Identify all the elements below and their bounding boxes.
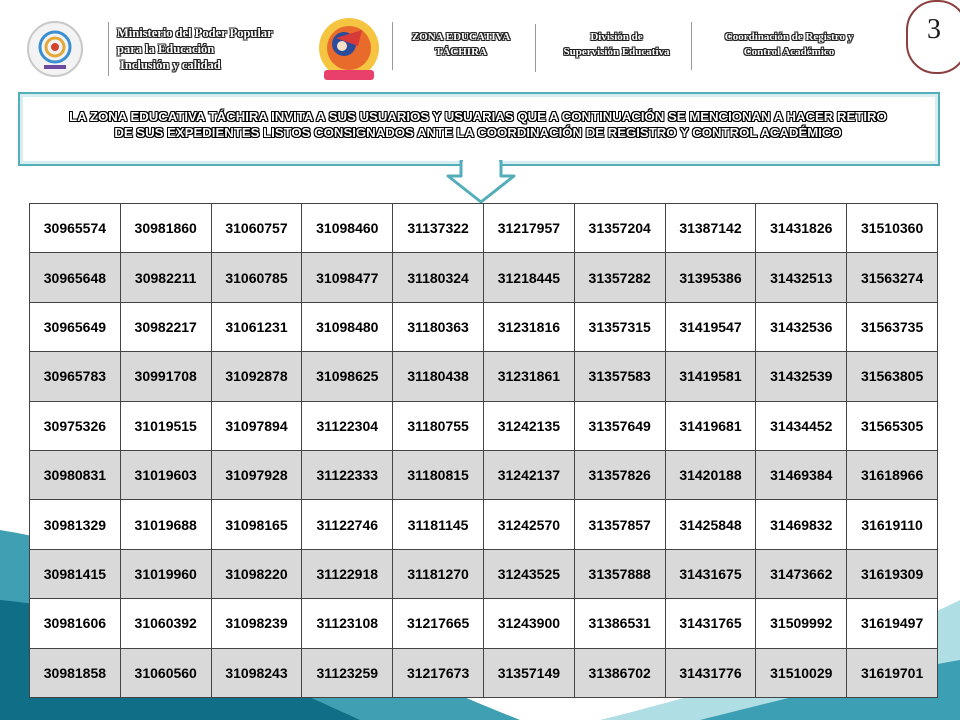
table-cell: 31420188 — [665, 450, 756, 499]
table-cell: 31565305 — [847, 401, 938, 450]
notice-line: LA ZONA EDUCATIVA TÁCHIRA INVITA A SUS USUARIOS Y USUARIAS QUE A CONTINUACIÓN SE MENCIONAN A HACER RETIRO — [69, 109, 887, 124]
id-table — [29, 203, 938, 698]
table-cell: 31061231 — [211, 302, 302, 351]
page-number: 3 — [927, 14, 941, 45]
coordinacion-title: Coordinación de Registro y Control Académico — [724, 31, 854, 58]
table-cell: 30981858 — [30, 648, 121, 697]
division-title: División de Supervisión Educativa — [563, 31, 670, 58]
table-cell: 31434452 — [756, 401, 847, 450]
table-cell: 31509992 — [756, 599, 847, 648]
page-header — [0, 0, 960, 90]
table-cell: 31060560 — [120, 648, 211, 697]
table-cell: 31242137 — [483, 450, 574, 499]
table-cell: 31419547 — [665, 302, 756, 351]
table-cell: 30980831 — [30, 450, 121, 499]
table-cell: 31243900 — [483, 599, 574, 648]
table-cell: 30965574 — [30, 204, 121, 253]
table-cell: 31431675 — [665, 549, 756, 598]
table-cell: 30991708 — [120, 352, 211, 401]
table-cell: 31122918 — [302, 549, 393, 598]
table-cell: 31181270 — [393, 549, 484, 598]
table-cell: 31019603 — [120, 450, 211, 499]
table-cell: 31060757 — [211, 204, 302, 253]
notice-line: DE SUS EXPEDIENTES LISTOS CONSIGNADOS ANTE LA COORDINACIÓN DE REGISTRO Y CONTROL ACADÉMICO — [114, 125, 842, 140]
table-cell: 31432536 — [756, 302, 847, 351]
table-cell: 31231816 — [483, 302, 574, 351]
table-cell: 30982217 — [120, 302, 211, 351]
ministry-title: Ministerio del Poder Popular para la Educación Inclusión y calidad — [117, 26, 273, 72]
table-cell: 31242570 — [483, 500, 574, 549]
table-cell: 31419681 — [665, 401, 756, 450]
table-cell: 31218445 — [483, 253, 574, 302]
table-cell: 31217665 — [393, 599, 484, 648]
table-cell: 31563274 — [847, 253, 938, 302]
table-cell: 30965649 — [30, 302, 121, 351]
table-cell: 30981415 — [30, 549, 121, 598]
table-cell: 31242135 — [483, 401, 574, 450]
table-cell: 31180438 — [393, 352, 484, 401]
table-cell: 31357583 — [574, 352, 665, 401]
table-cell: 31431826 — [756, 204, 847, 253]
table-cell: 31357888 — [574, 549, 665, 598]
table-cell: 31098165 — [211, 500, 302, 549]
table-cell: 31122333 — [302, 450, 393, 499]
table-cell: 31473662 — [756, 549, 847, 598]
table-cell: 31122304 — [302, 401, 393, 450]
table-cell: 31098460 — [302, 204, 393, 253]
table-cell: 31217957 — [483, 204, 574, 253]
table-cell: 31510029 — [756, 648, 847, 697]
table-row — [30, 253, 938, 302]
table-cell: 31357649 — [574, 401, 665, 450]
table-cell: 31097928 — [211, 450, 302, 499]
table-row — [30, 401, 938, 450]
table-cell: 31469832 — [756, 500, 847, 549]
table-cell: 31357826 — [574, 450, 665, 499]
table-cell: 31563735 — [847, 302, 938, 351]
table-cell: 31469384 — [756, 450, 847, 499]
table-cell: 31357204 — [574, 204, 665, 253]
table-cell: 31432513 — [756, 253, 847, 302]
table-cell: 31425848 — [665, 500, 756, 549]
campaign-logo-icon — [314, 16, 384, 84]
table-cell: 31619497 — [847, 599, 938, 648]
table-cell: 31137322 — [393, 204, 484, 253]
table-cell: 31097894 — [211, 401, 302, 450]
table-cell: 30981860 — [120, 204, 211, 253]
table-cell: 31619701 — [847, 648, 938, 697]
table-cell: 31510360 — [847, 204, 938, 253]
table-cell: 31060785 — [211, 253, 302, 302]
table-cell: 31019515 — [120, 401, 211, 450]
table-cell: 31098477 — [302, 253, 393, 302]
table-cell: 31357315 — [574, 302, 665, 351]
table-cell: 31180815 — [393, 450, 484, 499]
table-row — [30, 500, 938, 549]
table-cell: 31019688 — [120, 500, 211, 549]
table-cell: 30975326 — [30, 401, 121, 450]
table-cell: 31431765 — [665, 599, 756, 648]
table-cell: 31098220 — [211, 549, 302, 598]
header-divider — [108, 22, 109, 76]
table-cell: 31123108 — [302, 599, 393, 648]
table-cell: 31386531 — [574, 599, 665, 648]
table-row — [30, 352, 938, 401]
table-cell: 31098243 — [211, 648, 302, 697]
zona-educativa-title: ZONA EDUCATIVA TÁCHIRA — [411, 31, 511, 58]
table-row — [30, 549, 938, 598]
table-cell: 30981329 — [30, 500, 121, 549]
table-cell: 30965783 — [30, 352, 121, 401]
table-cell: 31122746 — [302, 500, 393, 549]
down-arrow-icon — [446, 160, 516, 204]
table-cell: 31618966 — [847, 450, 938, 499]
table-row — [30, 450, 938, 499]
table-cell: 31092878 — [211, 352, 302, 401]
table-cell: 30982211 — [120, 253, 211, 302]
header-divider — [392, 22, 393, 70]
table-cell: 31019960 — [120, 549, 211, 598]
table-cell: 31217673 — [393, 648, 484, 697]
table-cell: 31563805 — [847, 352, 938, 401]
ministry-logo-icon — [26, 20, 84, 78]
table-row — [30, 302, 938, 351]
table-cell: 31180324 — [393, 253, 484, 302]
table-cell: 31180363 — [393, 302, 484, 351]
table-cell: 31431776 — [665, 648, 756, 697]
notice-text — [28, 109, 928, 141]
table-cell: 31231861 — [483, 352, 574, 401]
table-cell: 31357149 — [483, 648, 574, 697]
table-cell: 31098239 — [211, 599, 302, 648]
table-cell: 31123259 — [302, 648, 393, 697]
table-cell: 31619309 — [847, 549, 938, 598]
table-cell: 31357282 — [574, 253, 665, 302]
table-cell: 31180755 — [393, 401, 484, 450]
header-divider — [535, 24, 536, 72]
table-cell: 30981606 — [30, 599, 121, 648]
table-cell: 31432539 — [756, 352, 847, 401]
table-cell: 31387142 — [665, 204, 756, 253]
table-cell: 30965648 — [30, 253, 121, 302]
id-table-container — [29, 203, 938, 698]
table-cell: 31098480 — [302, 302, 393, 351]
table-cell: 31619110 — [847, 500, 938, 549]
table-row — [30, 204, 938, 253]
table-cell: 31395386 — [665, 253, 756, 302]
table-cell: 31098625 — [302, 352, 393, 401]
table-cell: 31386702 — [574, 648, 665, 697]
table-cell: 31060392 — [120, 599, 211, 648]
table-cell: 31181145 — [393, 500, 484, 549]
table-cell: 31357857 — [574, 500, 665, 549]
table-row — [30, 599, 938, 648]
header-divider — [691, 22, 692, 70]
table-row — [30, 648, 938, 697]
table-cell: 31419581 — [665, 352, 756, 401]
table-cell: 31243525 — [483, 549, 574, 598]
